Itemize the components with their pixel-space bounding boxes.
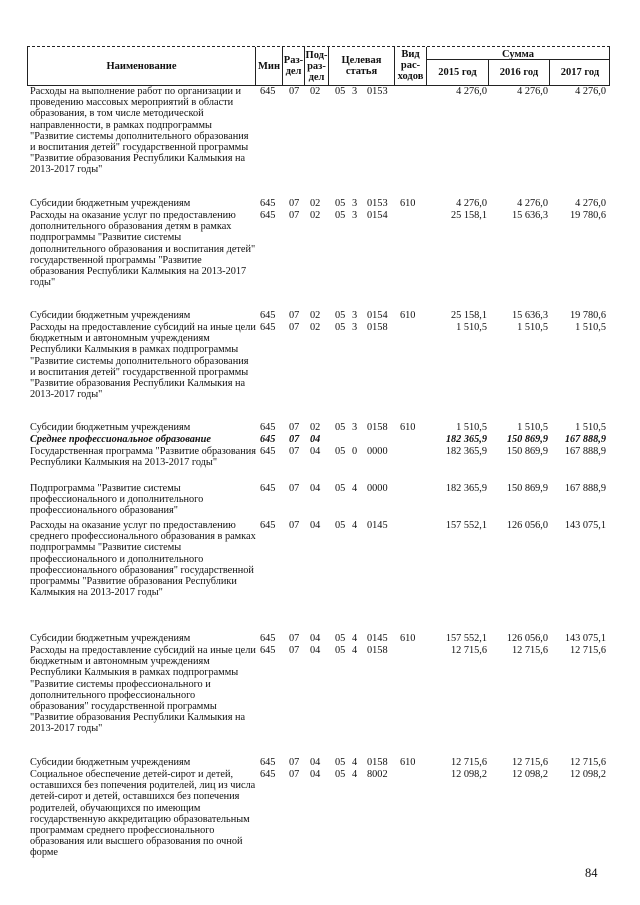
row-min: 645 [260,434,276,445]
row-v2: 150 869,9 [506,446,548,457]
header-vid [394,47,426,85]
row-cs3: 0000 [367,446,388,457]
row-rz: 07 [289,434,300,445]
header-summa [426,47,610,85]
row-min: 645 [260,322,276,333]
row-name: Расходы на оказание услуг по предоставлению дополнительного образования детям в рамках подпрограммы "Развитие системы дополнительного образования и воспитания детей" государственной программы "Развитие образования Республики Калмыкия на 2013-2017 годы" [30,210,256,289]
row-v1: 12 715,6 [450,645,487,656]
row-vr: 610 [400,198,416,209]
row-v1: 1 510,5 [456,422,487,433]
row-rz: 07 [289,769,300,780]
row-name: Подпрограмма "Развитие системы профессионального и дополнительного профессионального образования" [30,483,204,517]
row-cs2: 3 [352,210,358,221]
row-cs3: 0000 [367,483,388,494]
row-v3: 167 888,9 [564,446,606,457]
header-min [255,47,282,85]
header-vid-l2: рас- [400,60,421,71]
row-vr: 610 [400,422,416,433]
row-vr: 610 [400,310,416,321]
header-summa-text: Сумма [502,49,534,60]
row-min: 645 [260,769,276,780]
row-name: Расходы на предоставление субсидий на иные цели бюджетным и автономным учреждениям Республики Калмыкия в рамках подпрограммы "Развитие системы профессионального и дополнительного профессионального образования" государственной программы "Развитие образования Республики Калмыкия на 2013-2017 годы" [30,645,256,735]
row-v3: 4 276,0 [575,198,606,209]
row-cs2: 3 [352,310,358,321]
row-cs2: 4 [352,483,358,494]
header-razdel-l2: дел [285,66,302,77]
row-rz: 07 [289,310,300,321]
row-cs3: 0158 [367,645,388,656]
row-cs2: 0 [352,446,358,457]
row-v3: 1 510,5 [575,422,606,433]
row-cs3: 0158 [367,322,388,333]
row-min: 645 [260,757,276,768]
row-cs2: 4 [352,520,358,531]
row-name: Субсидии бюджетным учреждениям [30,757,191,768]
row-pr: 04 [310,769,321,780]
row-cs1: 05 [335,645,346,656]
row-v2: 150 869,9 [506,483,548,494]
row-v1: 157 552,1 [445,633,487,644]
row-name: Субсидии бюджетным учреждениям [30,198,191,209]
row-cs1: 05 [335,310,346,321]
header-year-2017-text: 2017 год [560,67,600,78]
row-v2: 4 276,0 [517,198,548,209]
header-podrazdel [304,47,328,85]
row-v2: 12 098,2 [511,769,548,780]
row-cs2: 4 [352,757,358,768]
row-v3: 12 715,6 [569,645,606,656]
header-vid-l1: Вид [401,49,420,60]
row-name: Социальное обеспечение детей-сирот и детей, оставшихся без попечения родителей, лиц из числа детей-сирот и детей, оставшихся без попечения родителей, обучающихся по имеющим государственную аккредитацию образовательным программам среднего профессионального образования или высшего образования по очной форме [30,769,256,859]
row-v3: 1 510,5 [575,322,606,333]
row-rz: 07 [289,210,300,221]
row-cs3: 0158 [367,757,388,768]
row-v3: 143 075,1 [564,520,606,531]
row-cs2: 4 [352,633,358,644]
row-pr: 04 [310,446,321,457]
row-rz: 07 [289,757,300,768]
row-pr: 04 [310,520,321,531]
row-cs2: 3 [352,198,358,209]
row-name: Субсидии бюджетным учреждениям [30,422,191,433]
row-v1: 12 715,6 [450,757,487,768]
row-cs1: 05 [335,422,346,433]
header-year-2017 [549,59,610,85]
header-name-text: Наименование [106,61,177,72]
row-v2: 12 715,6 [511,645,548,656]
row-name: Субсидии бюджетным учреждениям [30,633,191,644]
row-min: 645 [260,86,276,97]
row-min: 645 [260,210,276,221]
row-v2: 126 056,0 [506,520,548,531]
header-min-text: Мин [257,61,280,72]
row-v3: 167 888,9 [564,434,606,445]
row-v1: 25 158,1 [450,210,487,221]
header-razdel [282,47,304,85]
row-cs1: 05 [335,198,346,209]
header-podrazdel-l3: дел [308,72,325,83]
row-cs1: 05 [335,322,346,333]
row-pr: 02 [310,322,321,333]
row-name: Расходы на выполнение работ по организации и проведению массовых мероприятий в области образования, в том числе методической направленности, в рамках подпрограммы "Развитие системы дополнительного образования и воспитания детей" государственной программы "Развитие образования Республики Калмыкия на 2013-2017 годы" [30,86,249,176]
row-cs1: 05 [335,446,346,457]
row-cs3: 0145 [367,633,388,644]
row-cs3: 8002 [367,769,388,780]
row-rz: 07 [289,645,300,656]
row-v2: 1 510,5 [517,422,548,433]
row-min: 645 [260,645,276,656]
row-cs2: 3 [352,86,358,97]
header-celevaya-l2: статья [345,66,378,77]
row-cs1: 05 [335,633,346,644]
row-rz: 07 [289,86,300,97]
row-vr: 610 [400,633,416,644]
row-rz: 07 [289,446,300,457]
row-v1: 4 276,0 [456,86,487,97]
row-cs1: 05 [335,483,346,494]
row-cs1: 05 [335,210,346,221]
row-v3: 19 780,6 [569,310,606,321]
row-min: 645 [260,483,276,494]
row-min: 645 [260,520,276,531]
row-rz: 07 [289,422,300,433]
row-vr: 610 [400,757,416,768]
row-v1: 1 510,5 [456,322,487,333]
row-rz: 07 [289,198,300,209]
row-v2: 126 056,0 [506,633,548,644]
page-number: 84 [585,866,598,880]
row-cs2: 4 [352,769,358,780]
header-celevaya [328,47,394,85]
row-v1: 182 365,9 [445,446,487,457]
row-v1: 25 158,1 [450,310,487,321]
row-name: Государственная программа "Развитие образования Республики Калмыкия на 2013-2017 годы" [30,446,256,469]
header-year-2015-text: 2015 год [438,67,477,78]
row-cs3: 0154 [367,210,388,221]
row-pr: 02 [310,210,321,221]
row-rz: 07 [289,322,300,333]
table-header [27,46,610,86]
row-min: 645 [260,198,276,209]
row-v2: 15 636,3 [511,210,548,221]
row-v3: 4 276,0 [575,86,606,97]
row-cs2: 3 [352,422,358,433]
row-cs3: 0154 [367,310,388,321]
row-pr: 02 [310,86,321,97]
row-v3: 12 715,6 [569,757,606,768]
row-name: Расходы на предоставление субсидий на иные цели бюджетным и автономным учреждениям Республики Калмыкия в рамках подпрограммы "Развитие системы дополнительного образования и воспитания детей" государственной программы "Развитие образования Республики Калмыкия на 2013-2017 годы" [30,322,256,401]
row-cs2: 4 [352,645,358,656]
row-v2: 15 636,3 [511,310,548,321]
row-min: 645 [260,633,276,644]
row-v3: 167 888,9 [564,483,606,494]
row-cs1: 05 [335,757,346,768]
row-name: Субсидии бюджетным учреждениям [30,310,191,321]
row-pr: 04 [310,483,321,494]
row-name: Среднее профессиональное образование [30,434,211,445]
row-rz: 07 [289,633,300,644]
row-cs3: 0153 [367,198,388,209]
header-year-2016-text: 2016 год [499,67,539,78]
row-pr: 02 [310,198,321,209]
row-name: Расходы на оказание услуг по предоставлению среднего профессионального образования в рамках подпрограммы "Развитие системы профессионального и дополнительного профессионального образования" государственной программы "Развитие образования Республики Калмыкия на 2013-2017 годы" [30,520,256,599]
row-v3: 143 075,1 [564,633,606,644]
row-v3: 19 780,6 [569,210,606,221]
row-cs3: 0145 [367,520,388,531]
row-v2: 12 715,6 [511,757,548,768]
row-v1: 157 552,1 [445,520,487,531]
row-v3: 12 098,2 [569,769,606,780]
row-v1: 12 098,2 [450,769,487,780]
header-podrazdel-l1: Под- [305,50,328,61]
row-min: 645 [260,446,276,457]
row-pr: 04 [310,645,321,656]
header-razdel-l1: Раз- [283,55,304,66]
header-celevaya-l1: Целевая [341,55,382,66]
row-v1: 182 365,9 [445,483,487,494]
row-rz: 07 [289,520,300,531]
header-name [27,47,255,85]
row-pr: 02 [310,422,321,433]
row-v2: 4 276,0 [517,86,548,97]
row-pr: 04 [310,757,321,768]
row-pr: 04 [310,434,321,445]
row-cs3: 0153 [367,86,388,97]
row-v1: 4 276,0 [456,198,487,209]
row-cs2: 3 [352,322,358,333]
row-pr: 04 [310,633,321,644]
header-podrazdel-l2: раз- [307,61,326,72]
row-cs1: 05 [335,520,346,531]
header-year-2015 [426,59,488,85]
row-v1: 182 365,9 [445,434,487,445]
header-vid-l3: ходов [397,71,424,82]
row-pr: 02 [310,310,321,321]
row-v2: 150 869,9 [506,434,548,445]
row-cs1: 05 [335,769,346,780]
row-rz: 07 [289,483,300,494]
row-cs1: 05 [335,86,346,97]
row-v2: 1 510,5 [517,322,548,333]
row-min: 645 [260,422,276,433]
row-min: 645 [260,310,276,321]
header-year-2016 [488,59,549,85]
row-cs3: 0158 [367,422,388,433]
